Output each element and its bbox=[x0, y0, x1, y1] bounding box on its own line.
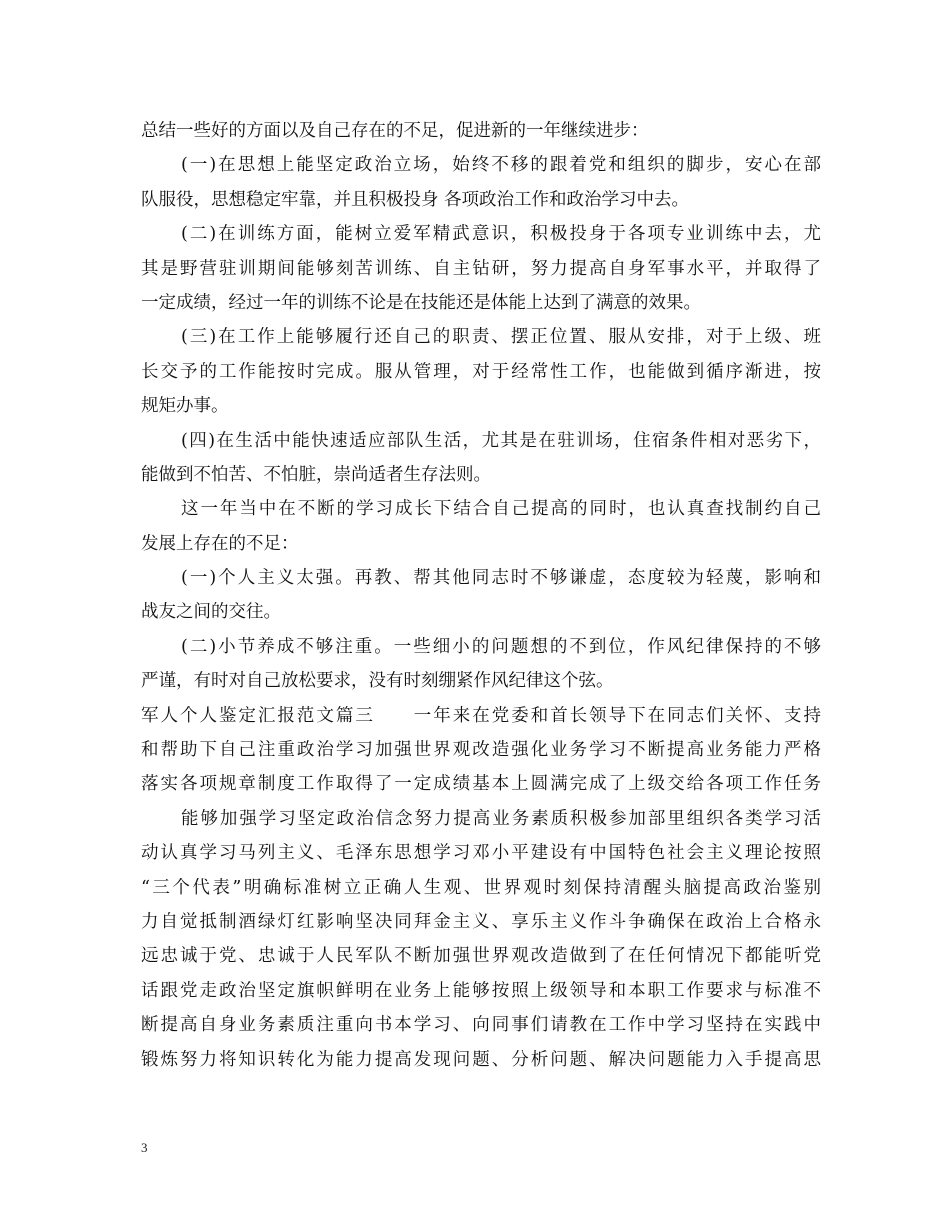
text-line: 断提高自身业务素质注重向书本学习、向同事们请教在工作中学习坚持在实践中 bbox=[141, 1015, 821, 1036]
text-line: 锻炼努力将知识转化为能力提高发现问题、分析问题、解决问题能力入手提高思 bbox=[141, 1049, 821, 1070]
text-line: 远忠诚于党、忠诚于人民军队不断加强世界观改造做到了在任何情况下都能听党 bbox=[141, 946, 821, 967]
text-line: 战友之间的交往。 bbox=[141, 602, 281, 623]
page-number: 3 bbox=[141, 1140, 148, 1155]
text-line: (三)在工作上能够履行还自己的职责、摆正位置、服从安排，对于上级、班 bbox=[181, 327, 821, 348]
text-line: 能做到不怕苦、不怕脏，崇尚适者生存法则。 bbox=[141, 464, 491, 485]
text-line: 队服役，思想稳定牢靠，并且积极投身 各项政治工作和政治学习中去。 bbox=[141, 189, 690, 210]
text-line: (二)小节养成不够注重。一些细小的问题想的不到位，作风纪律保持的不够 bbox=[181, 636, 821, 657]
text-line: 落实各项规章制度工作取得了一定成绩基本上圆满完成了上级交给各项工作任务 bbox=[141, 774, 821, 795]
text-line: (四)在生活中能快速适应部队生活，尤其是在驻训场，住宿条件相对恶劣下， bbox=[181, 430, 821, 451]
text-line: “三个代表”明确标准树立正确人生观、世界观时刻保持清醒头脑提高政治鉴别 bbox=[141, 877, 821, 898]
text-line: 能够加强学习坚定政治信念努力提高业务素质积极参加部里组织各类学习活 bbox=[181, 808, 821, 829]
text-line: 话跟党走政治坚定旗帜鲜明在业务上能够按照上级领导和本职工作要求与标准不 bbox=[141, 980, 821, 1001]
text-line: 力自觉抵制酒绿灯红影响坚决同拜金主义、享乐主义作斗争确保在政治上合格永 bbox=[141, 911, 821, 932]
text-line: (一)在思想上能坚定政治立场，始终不移的跟着党和组织的脚步，安心在部 bbox=[181, 155, 821, 176]
text-line: 动认真学习马列主义、毛泽东思想学习邓小平建设有中国特色社会主义理论按照 bbox=[141, 843, 821, 864]
text-line: 长交予的工作能按时完成。服从管理，对于经常性工作，也能做到循序渐进，按 bbox=[141, 361, 821, 382]
text-line: (二)在训练方面，能树立爱军精武意识，积极投身于各项专业训练中去，尤 bbox=[181, 224, 821, 245]
text-line: 严谨，有时对自己放松要求，没有时刻绷紧作风纪律这个弦。 bbox=[141, 671, 614, 692]
section-heading-line: 军人个人鉴定汇报范文篇三 一年来在党委和首长领导下在同志们关怀、支持 bbox=[141, 705, 821, 726]
text-line: 总结一些好的方面以及自己存在的不足，促进新的一年继续进步： bbox=[141, 121, 649, 141]
text-line: 一定成绩，经过一年的训练不论是在技能还是体能上达到了满意的效果。 bbox=[141, 292, 701, 313]
text-line: 这一年当中在不断的学习成长下结合自己提高的同时，也认真查找制约自己 bbox=[181, 499, 821, 520]
text-line: 和帮助下自己注重政治学习加强世界观改造强化业务学习不断提高业务能力严格 bbox=[141, 740, 821, 761]
text-line: 发展上存在的不足： bbox=[141, 533, 299, 554]
document-body bbox=[141, 114, 821, 1077]
text-line: 规矩办事。 bbox=[141, 396, 229, 417]
text-line: (一)个人主义太强。再教、帮其他同志时不够谦虚，态度较为轻蔑，影响和 bbox=[181, 568, 821, 589]
text-line: 其是野营驻训期间能够刻苦训练、自主钻研，努力提高自身军事水平，并取得了 bbox=[141, 258, 821, 279]
